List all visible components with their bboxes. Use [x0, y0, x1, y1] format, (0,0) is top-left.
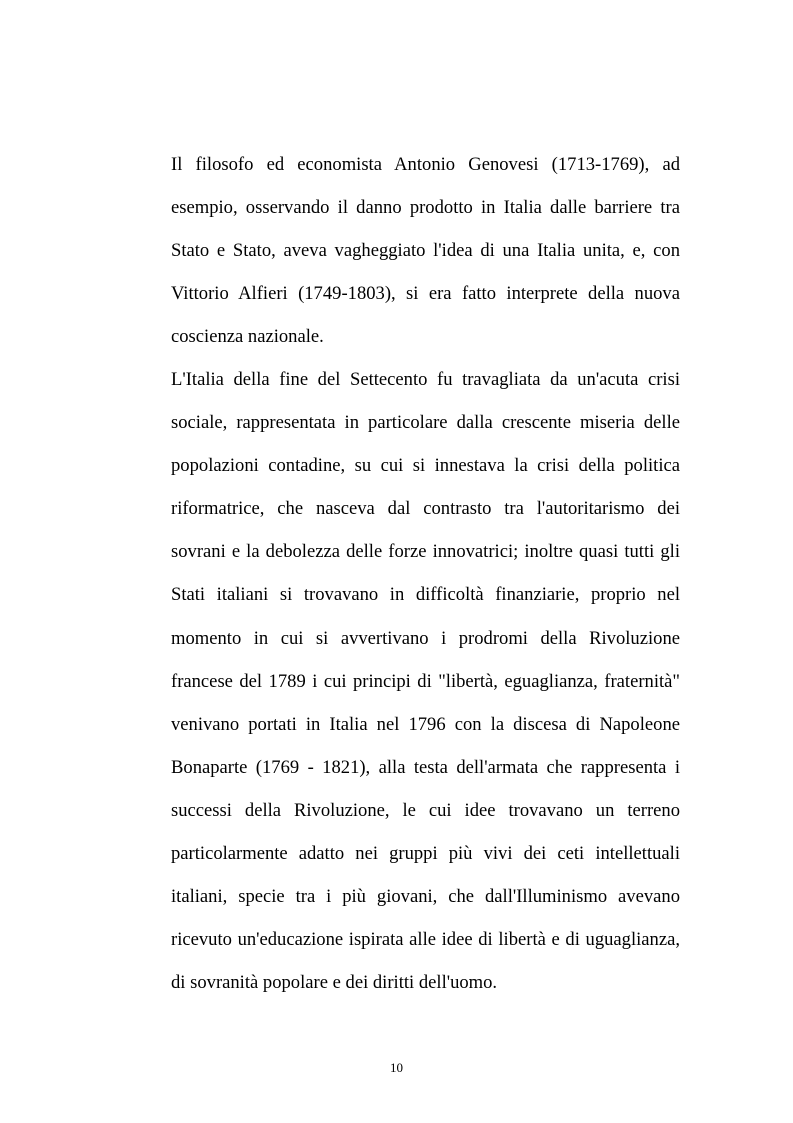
text-line: di sovranità popolare e dei diritti dell'uomo.: [171, 971, 498, 993]
page-number: 10: [390, 1060, 403, 1075]
text-line: L'Italia della fine del Settecento fu travagliata da un'acuta crisi: [171, 369, 680, 391]
paragraph-genovesi: [171, 143, 680, 358]
text-line: popolazioni contadine, su cui si innestava la crisi della politica: [171, 455, 680, 477]
text-line: ricevuto un'educazione ispirata alle idee di libertà e di uguaglianza,: [171, 928, 680, 950]
text-line: Stati italiani si trovavano in difficoltà finanziarie, proprio nel: [171, 584, 680, 606]
text-line: francese del 1789 i cui principi di "libertà, eguaglianza, fraternità": [171, 670, 680, 692]
text-line: momento in cui si avvertivano i prodromi della Rivoluzione: [171, 627, 680, 649]
paragraph-settecento: [171, 358, 680, 1004]
text-line: Il filosofo ed economista Antonio Genovesi (1713-1769), ad: [171, 154, 680, 175]
text-line: Vittorio Alfieri (1749-1803), si era fatto interprete della nuova: [171, 283, 680, 305]
text-line: Bonaparte (1769 - 1821), alla testa dell'armata che rappresenta i: [171, 756, 680, 778]
text-line: esempio, osservando il danno prodotto in Italia dalle barriere tra: [171, 197, 680, 219]
text-line: sociale, rappresentata in particolare dalla crescente miseria delle: [171, 412, 680, 434]
text-line: italiani, specie tra i più giovani, che dall'Illuminismo avevano: [171, 885, 680, 907]
text-line: coscienza nazionale.: [171, 326, 324, 348]
text-line: riformatrice, che nasceva dal contrasto tra l'autoritarismo dei: [171, 498, 680, 520]
text-line: Stato e Stato, aveva vagheggiato l'idea di una Italia unita, e, con: [171, 240, 680, 262]
body-text: [171, 143, 680, 1004]
text-line: venivano portati in Italia nel 1796 con la discesa di Napoleone: [171, 713, 680, 735]
text-line: successi della Rivoluzione, le cui idee trovavano un terreno: [171, 799, 680, 821]
text-line: particolarmente adatto nei gruppi più vivi dei ceti intellettuali: [171, 842, 680, 864]
text-line: sovrani e la debolezza delle forze innovatrici; inoltre quasi tutti gli: [171, 541, 680, 563]
